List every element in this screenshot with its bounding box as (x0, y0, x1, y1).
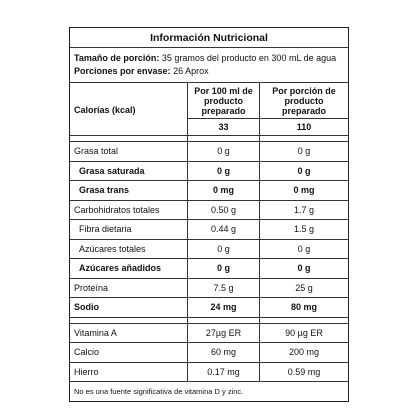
title-text: Información Nutricional (150, 31, 268, 44)
calories-header-row (70, 83, 348, 136)
portion-size-value: 35 gramos del producto en 300 mL de agua (161, 53, 337, 63)
nutrient-perportion: 25 g (259, 279, 348, 298)
nutrient-per100: 0 g (187, 240, 259, 259)
perportion-column-header (259, 83, 348, 135)
footnote (70, 382, 348, 401)
table-title (70, 28, 348, 48)
nutrient-per100: 7.5 g (187, 279, 259, 298)
nutrient-perportion: 1.5 g (259, 220, 348, 239)
nutrient-per100: 0 g (187, 259, 259, 278)
vitamin-label: Hierro (74, 366, 99, 377)
nutrient-perportion: 1.7 g (259, 201, 348, 220)
vitamin-per100: 60 mg (187, 343, 259, 362)
nutrient-perportion: 80 mg (259, 298, 348, 317)
portion-count-value: 26 Aprox (173, 66, 209, 76)
nutrient-label: Grasa trans (79, 185, 130, 196)
vitamin-label: Calcio (74, 347, 100, 358)
nutrient-perportion: 0 g (259, 240, 348, 259)
nutrient-label: Carbohidratos totales (74, 204, 160, 215)
nutrient-label: Azúcares totales (79, 243, 146, 254)
nutrient-label: Azúcares añadidos (79, 263, 162, 274)
vitamin-row-vitamina-a (70, 324, 348, 344)
nutrient-row-sodio (70, 298, 348, 318)
portion-count-line (74, 65, 344, 78)
perportion-header-text: Por porción de producto preparado (272, 85, 336, 116)
per100-header-text: Por 100 ml de producto preparado (194, 85, 253, 116)
nutrient-per100: 0 g (187, 162, 259, 181)
calories-label: Calorías (kcal) (74, 104, 136, 115)
nutrient-perportion: 0 g (259, 142, 348, 161)
nutrient-row-fibra (70, 220, 348, 240)
nutrient-row-proteina (70, 279, 348, 299)
nutrient-label: Fibra dietaria (79, 224, 132, 235)
nutrient-label: Sodio (74, 302, 99, 313)
nutrient-label: Grasa saturada (79, 165, 145, 176)
portion-count-label: Porciones por envase: (74, 66, 171, 76)
calories-perportion: 110 (260, 118, 348, 135)
vitamin-row-hierro (70, 363, 348, 383)
footnote-text: No es una fuente significativa de vitamina D y zinc. (74, 387, 244, 396)
nutrient-per100: 24 mg (187, 298, 259, 317)
nutrient-perportion: 0 g (259, 162, 348, 181)
nutrient-row-carbohidratos (70, 201, 348, 221)
per100-column-header (187, 83, 259, 135)
nutrient-row-grasa-total (70, 142, 348, 162)
vitamin-per100: 0.17 mg (187, 363, 259, 382)
nutrient-perportion: 0 mg (259, 181, 348, 200)
portion-size-label: Tamaño de porción: (74, 53, 160, 63)
nutrient-row-azucares-anadidos (70, 259, 348, 279)
nutrient-per100: 0.44 g (187, 220, 259, 239)
vitamin-row-calcio (70, 343, 348, 363)
portion-size-line (74, 52, 344, 65)
nutrition-facts-table (69, 27, 349, 402)
nutrient-row-grasa-saturada (70, 162, 348, 182)
portion-info (70, 48, 348, 83)
vitamin-per100: 27µg ER (187, 324, 259, 343)
vitamin-perportion: 0.59 mg (259, 363, 348, 382)
vitamin-perportion: 90 µg ER (259, 324, 348, 343)
vitamin-label: Vitamina A (74, 327, 117, 338)
nutrient-perportion: 0 g (259, 259, 348, 278)
nutrient-per100: 0 g (187, 142, 259, 161)
calories-per100: 33 (188, 118, 259, 135)
nutrient-row-azucares-totales (70, 240, 348, 260)
nutrient-label: Proteína (74, 282, 109, 293)
nutrient-per100: 0 mg (187, 181, 259, 200)
nutrient-label: Grasa total (74, 146, 119, 157)
nutrient-per100: 0.50 g (187, 201, 259, 220)
vitamin-perportion: 200 mg (259, 343, 348, 362)
nutrient-row-grasa-trans (70, 181, 348, 201)
